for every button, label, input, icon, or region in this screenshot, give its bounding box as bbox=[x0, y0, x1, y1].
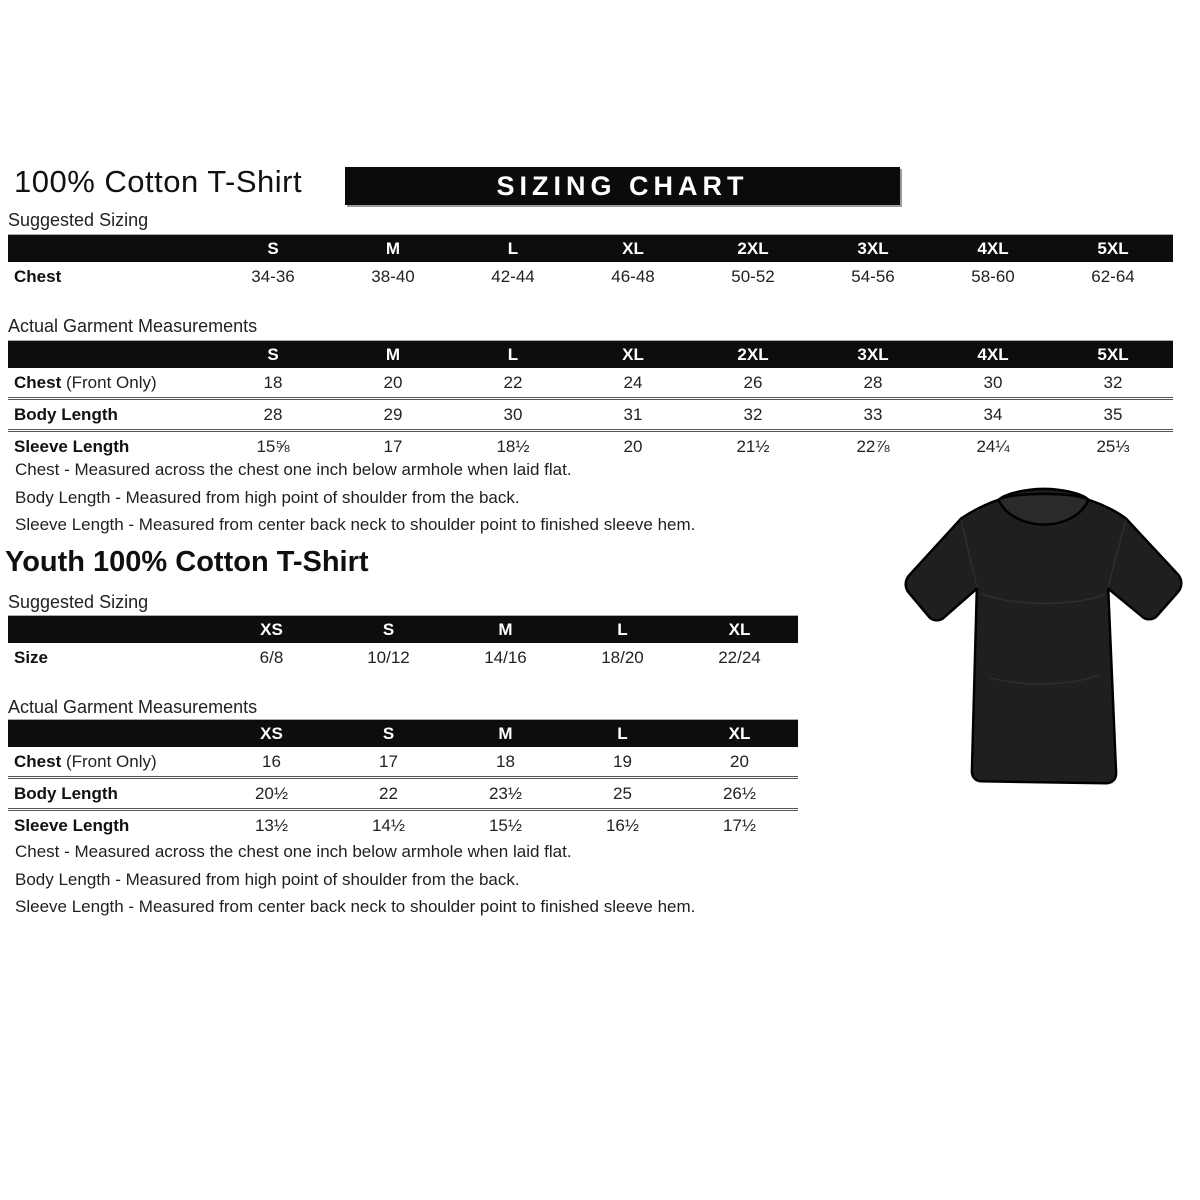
header-empty-cell bbox=[8, 235, 213, 263]
youth-note-body: Body Length - Measured from high point of shoulder from the back. bbox=[15, 870, 520, 889]
size-header: M bbox=[447, 720, 564, 748]
measure-value: 20 bbox=[573, 431, 693, 462]
youth-sleeve-length-row bbox=[8, 810, 798, 841]
chest-value: 54-56 bbox=[851, 266, 895, 286]
measure-value: 13½ bbox=[213, 810, 330, 841]
measure-value: 29 bbox=[333, 399, 453, 431]
measure-value: 31 bbox=[573, 399, 693, 431]
measure-value: 22 bbox=[330, 778, 447, 810]
adult-actual-table bbox=[8, 340, 1173, 461]
chest-value: 50-52 bbox=[731, 266, 775, 286]
measure-value: 20 bbox=[383, 372, 403, 392]
youth-suggested-header-row bbox=[8, 616, 798, 644]
adult-actual-label: Actual Garment Measurements bbox=[8, 316, 258, 336]
youth-note-chest: Chest - Measured across the chest one inch below armhole when laid flat. bbox=[15, 842, 572, 861]
header-empty-cell bbox=[8, 720, 213, 748]
size-value: 10/12 bbox=[367, 647, 410, 667]
adult-note-chest: Chest - Measured across the chest one inch below armhole when laid flat. bbox=[15, 460, 572, 479]
chest-value: 38-40 bbox=[371, 266, 415, 286]
measure-value: 20 bbox=[730, 751, 749, 771]
size-header: M bbox=[333, 235, 453, 263]
row-label bbox=[8, 778, 213, 810]
adult-body-length-row bbox=[8, 399, 1173, 431]
measure-value: 33 bbox=[813, 399, 933, 431]
size-header: M bbox=[447, 616, 564, 644]
adult-sleeve-length-row bbox=[8, 431, 1173, 462]
youth-note-sleeve: Sleeve Length - Measured from center back neck to shoulder point to finished sleeve hem. bbox=[15, 897, 696, 916]
size-header: 4XL bbox=[933, 341, 1053, 369]
tshirt-body-shape bbox=[906, 489, 1182, 783]
youth-body-length-row bbox=[8, 778, 798, 810]
youth-actual-label: Actual Garment Measurements bbox=[8, 697, 258, 717]
youth-title: Youth 100% Cotton T-Shirt bbox=[5, 546, 369, 578]
size-header: S bbox=[330, 616, 447, 644]
row-label-bold: Chest bbox=[14, 372, 62, 392]
measure-value: 24¼ bbox=[933, 431, 1053, 462]
measure-value: 25⅓ bbox=[1053, 431, 1173, 462]
youth-size-row bbox=[8, 643, 798, 672]
measure-value: 28 bbox=[863, 372, 883, 392]
row-label-bold: Body Length bbox=[14, 783, 118, 803]
measure-value: 22⅞ bbox=[813, 431, 933, 462]
adult-suggested-header-row bbox=[8, 235, 1173, 263]
header-empty-cell bbox=[8, 341, 213, 369]
size-header: S bbox=[213, 341, 333, 369]
size-header: M bbox=[333, 341, 453, 369]
size-header: S bbox=[330, 720, 447, 748]
size-header: 5XL bbox=[1053, 235, 1173, 263]
size-value: 22/24 bbox=[718, 647, 761, 667]
measure-value: 30 bbox=[983, 372, 1003, 392]
adult-actual-header-row bbox=[8, 341, 1173, 369]
row-label bbox=[8, 643, 213, 672]
row-label bbox=[8, 810, 213, 841]
row-label-rest: (Front Only) bbox=[61, 372, 157, 392]
size-header: 5XL bbox=[1053, 341, 1173, 369]
measure-value: 17 bbox=[333, 431, 453, 462]
measure-value: 18½ bbox=[453, 431, 573, 462]
row-label-text: Chest bbox=[14, 266, 62, 286]
youth-suggested-label: Suggested Sizing bbox=[8, 592, 149, 612]
adult-suggested-table bbox=[8, 234, 1173, 291]
measure-value: 18 bbox=[496, 751, 515, 771]
measure-value: 15⅝ bbox=[213, 431, 333, 462]
youth-actual-table bbox=[8, 719, 798, 840]
chest-value: 58-60 bbox=[971, 266, 1015, 286]
size-header: XL bbox=[681, 616, 798, 644]
measure-value: 16½ bbox=[564, 810, 681, 841]
youth-actual-header-row bbox=[8, 720, 798, 748]
header-empty-cell bbox=[8, 616, 213, 644]
size-header: XS bbox=[213, 720, 330, 748]
black-tshirt-image bbox=[893, 480, 1195, 806]
adult-chest-row bbox=[8, 262, 1173, 291]
size-header: L bbox=[453, 235, 573, 263]
measure-value: 22 bbox=[503, 372, 523, 392]
chest-value: 34-36 bbox=[251, 266, 295, 286]
size-header: XS bbox=[213, 616, 330, 644]
chest-value: 46-48 bbox=[611, 266, 655, 286]
row-label bbox=[8, 431, 213, 462]
measure-value: 21½ bbox=[693, 431, 813, 462]
adult-suggested-label: Suggested Sizing bbox=[8, 210, 149, 230]
row-label bbox=[8, 262, 213, 291]
row-label bbox=[8, 399, 213, 431]
size-header: XL bbox=[681, 720, 798, 748]
chest-value: 62-64 bbox=[1091, 266, 1135, 286]
measure-value: 32 bbox=[1103, 372, 1123, 392]
youth-suggested-table bbox=[8, 615, 798, 672]
size-value: 18/20 bbox=[601, 647, 644, 667]
measure-value: 14½ bbox=[330, 810, 447, 841]
measure-value: 30 bbox=[453, 399, 573, 431]
youth-chest-front-row bbox=[8, 747, 798, 778]
row-label bbox=[8, 368, 213, 399]
size-header: XL bbox=[573, 235, 693, 263]
size-header: L bbox=[564, 616, 681, 644]
measure-value: 32 bbox=[693, 399, 813, 431]
adult-title: 100% Cotton T-Shirt bbox=[14, 164, 303, 199]
measure-value: 15½ bbox=[447, 810, 564, 841]
sizing-chart-banner: SIZING CHART bbox=[345, 167, 900, 205]
row-label-rest: (Front Only) bbox=[61, 751, 157, 771]
size-header: L bbox=[564, 720, 681, 748]
measure-value: 23½ bbox=[447, 778, 564, 810]
row-label-bold: Sleeve Length bbox=[14, 436, 130, 456]
measure-value: 34 bbox=[933, 399, 1053, 431]
row-label-bold: Body Length bbox=[14, 404, 118, 424]
measure-value: 17 bbox=[379, 751, 398, 771]
measure-value: 35 bbox=[1053, 399, 1173, 431]
size-header: 2XL bbox=[693, 341, 813, 369]
size-header: 4XL bbox=[933, 235, 1053, 263]
row-label bbox=[8, 747, 213, 778]
size-value: 6/8 bbox=[259, 647, 284, 667]
size-header: 3XL bbox=[813, 341, 933, 369]
measure-value: 19 bbox=[613, 751, 632, 771]
row-label-bold: Chest bbox=[14, 751, 62, 771]
row-label-text: Size bbox=[14, 647, 49, 667]
size-header: XL bbox=[573, 341, 693, 369]
measure-value: 20½ bbox=[213, 778, 330, 810]
size-header: S bbox=[213, 235, 333, 263]
measure-value: 28 bbox=[213, 399, 333, 431]
size-header: 2XL bbox=[693, 235, 813, 263]
measure-value: 16 bbox=[262, 751, 281, 771]
measure-value: 26 bbox=[743, 372, 763, 392]
row-label-bold: Sleeve Length bbox=[14, 815, 130, 835]
size-header: L bbox=[453, 341, 573, 369]
adult-note-sleeve: Sleeve Length - Measured from center back neck to shoulder point to finished sleeve hem. bbox=[15, 515, 696, 534]
chest-value: 42-44 bbox=[491, 266, 535, 286]
size-value: 14/16 bbox=[484, 647, 527, 667]
adult-chest-front-row bbox=[8, 368, 1173, 399]
adult-note-body: Body Length - Measured from high point of shoulder from the back. bbox=[15, 488, 520, 507]
measure-value: 24 bbox=[623, 372, 643, 392]
size-header: 3XL bbox=[813, 235, 933, 263]
measure-value: 17½ bbox=[681, 810, 798, 841]
measure-value: 18 bbox=[263, 372, 283, 392]
measure-value: 25 bbox=[564, 778, 681, 810]
measure-value: 26½ bbox=[681, 778, 798, 810]
